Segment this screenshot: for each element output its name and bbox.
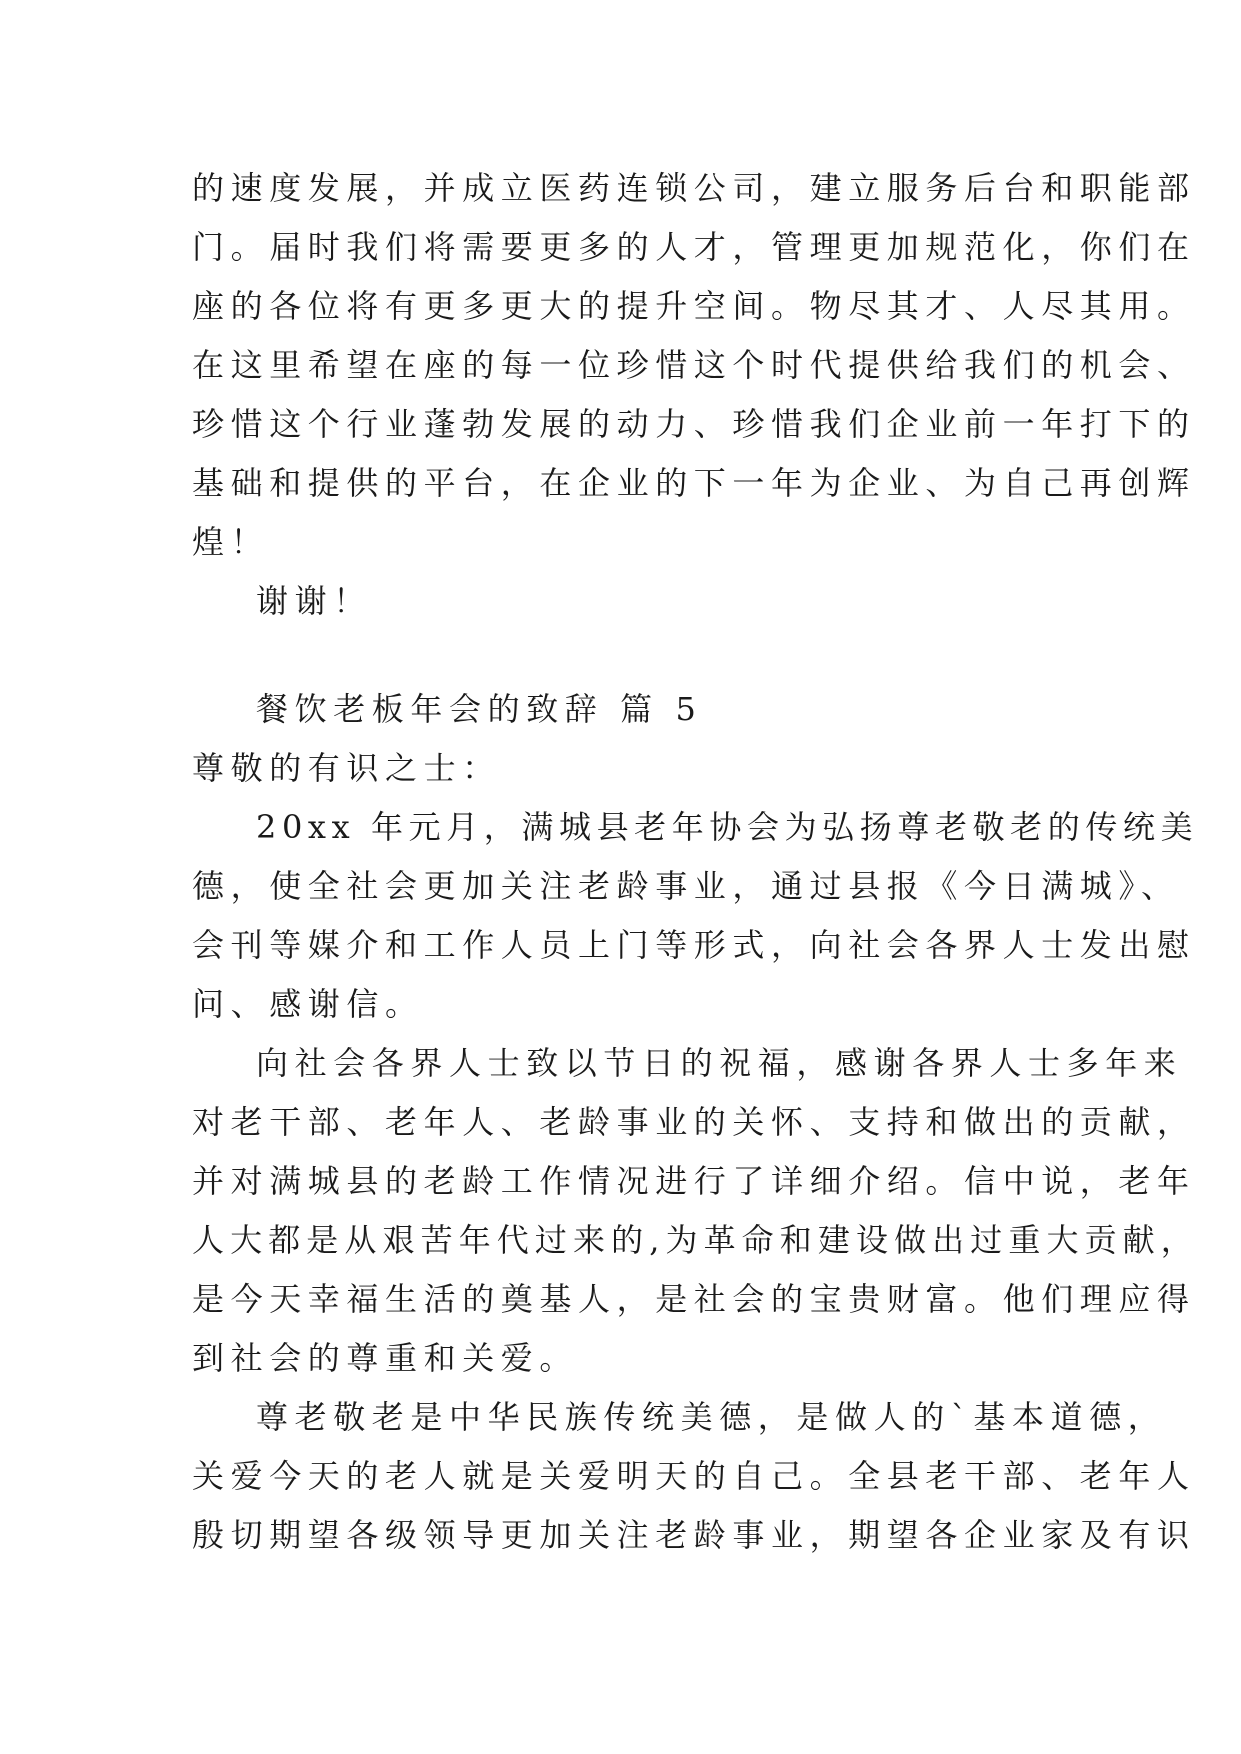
text-line: 殷切期望各级领导更加关注老龄事业，期望各企业家及有识 bbox=[192, 1516, 1196, 1554]
text-line: 向社会各界人士致以节日的祝福，感谢各界人士多年来 bbox=[256, 1044, 1183, 1082]
text-line: 在这里希望在座的每一位珍惜这个时代提供给我们的机会、 bbox=[192, 346, 1196, 384]
text-line: 尊老敬老是中华民族传统美德，是做人的`基本道德， bbox=[256, 1398, 1167, 1436]
text-line: 德，使全社会更加关注老龄事业，通过县报《今日满城》、 bbox=[192, 867, 1180, 905]
text-line: 并对满城县的老龄工作情况进行了详细介绍。信中说，老年 bbox=[192, 1162, 1196, 1200]
text-line: 会刊等媒介和工作人员上门等形式，向社会各界人士发出慰 bbox=[192, 926, 1196, 964]
text-line: 珍惜这个行业蓬勃发展的动力、珍惜我们企业前一年打下的 bbox=[192, 405, 1196, 443]
salutation: 尊敬的有识之士： bbox=[192, 749, 501, 787]
text-line: 的速度发展，并成立医药连锁公司，建立服务后台和职能部 bbox=[192, 169, 1196, 207]
section-title: 餐饮老板年会的致辞 篇 5 bbox=[256, 690, 703, 728]
text-line: 门。届时我们将需要更多的人才，管理更加规范化，你们在 bbox=[192, 228, 1196, 266]
text-line: 20xx 年元月，满城县老年协会为弘扬尊老敬老的传统美 bbox=[256, 808, 1199, 846]
thanks-line: 谢谢！ bbox=[256, 582, 372, 620]
text-line: 基础和提供的平台，在企业的下一年为企业、为自己再创辉 bbox=[192, 464, 1196, 502]
text-line: 是今天幸福生活的奠基人，是社会的宝贵财富。他们理应得 bbox=[192, 1280, 1196, 1318]
text-line: 对老干部、老年人、老龄事业的关怀、支持和做出的贡献， bbox=[192, 1103, 1196, 1141]
text-line: 煌！ bbox=[192, 523, 270, 561]
text-line: 人大都是从艰苦年代过来的,为革命和建设做出过重大贡献， bbox=[192, 1221, 1199, 1259]
text-line: 关爱今天的老人就是关爱明天的自己。全县老干部、老年人 bbox=[192, 1457, 1196, 1495]
text-line: 问、感谢信。 bbox=[192, 985, 424, 1023]
text-line: 座的各位将有更多更大的提升空间。物尽其才、人尽其用。 bbox=[192, 287, 1196, 325]
text-line: 到社会的尊重和关爱。 bbox=[192, 1339, 579, 1377]
